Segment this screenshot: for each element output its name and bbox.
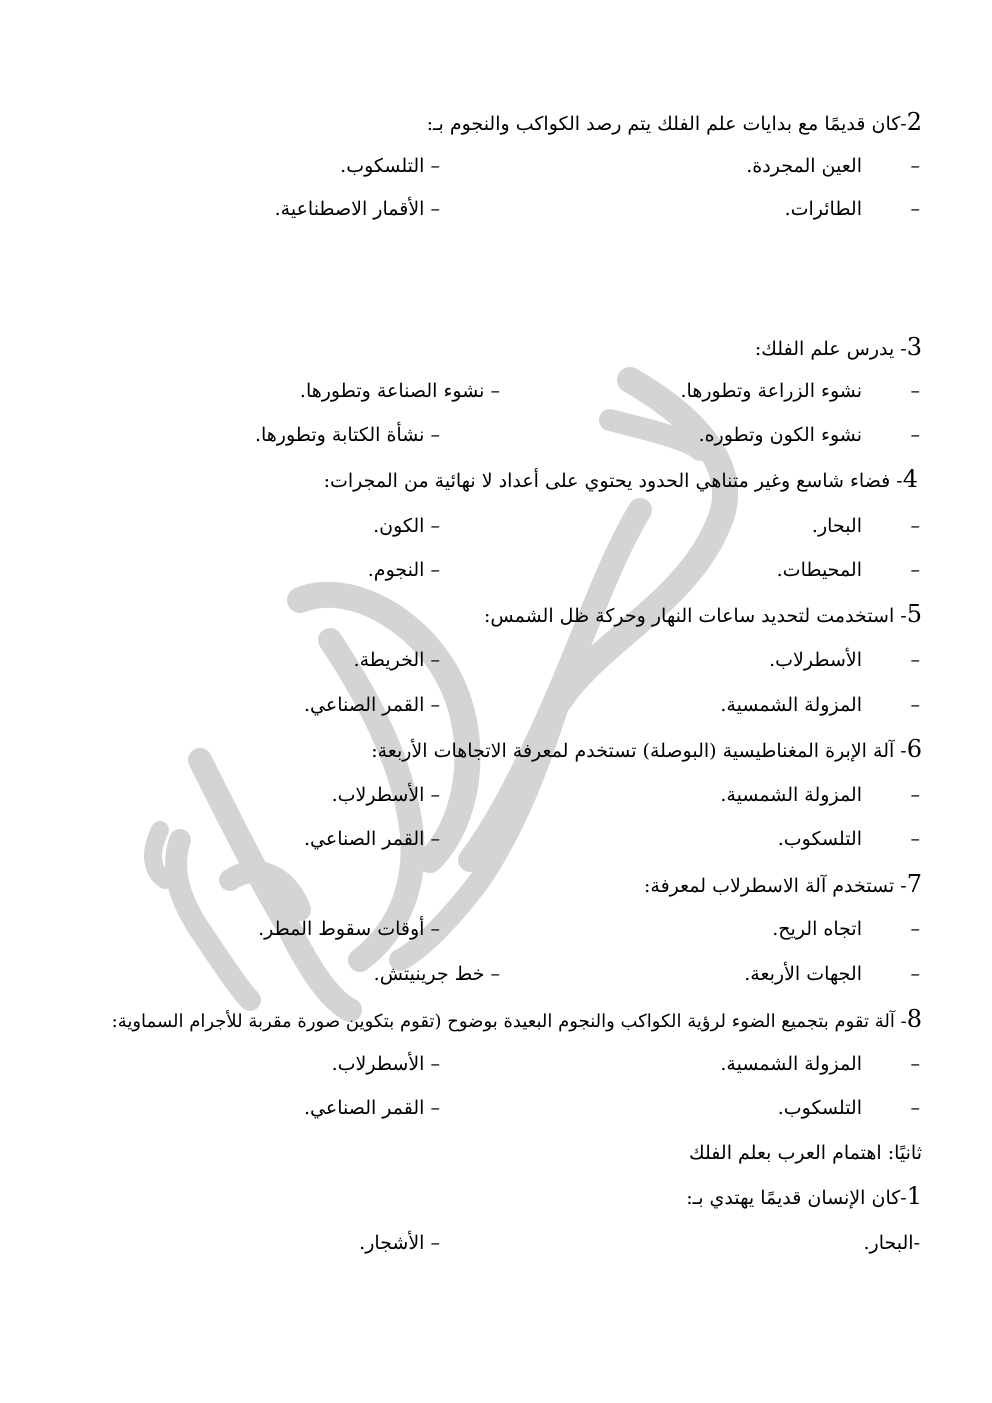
- option: نشوء الكون وتطوره.: [698, 424, 862, 446]
- option: – التلسكوب.: [340, 155, 440, 177]
- option: المزولة الشمسية.: [720, 694, 862, 716]
- section-heading: ثانيًا: اهتمام العرب بعلم الفلك: [689, 1142, 922, 1164]
- option: – نشأة الكتابة وتطورها.: [254, 424, 440, 446]
- option-dash: –: [910, 1097, 920, 1119]
- question-8: [112, 1005, 922, 1033]
- question-5: [484, 600, 922, 628]
- option-dash: –: [910, 963, 920, 985]
- question-text: - استخدمت لتحديد ساعات النهار وحركة ظل الشمس:: [483, 605, 907, 627]
- option: – القمر الصناعي.: [303, 828, 440, 850]
- option: البحار.: [811, 515, 862, 537]
- question-number: 6: [906, 735, 922, 763]
- option: الجهات الأربعة.: [744, 963, 862, 985]
- question-text: - آلة تقوم بتجميع الضوء لرؤية الكواكب والنجوم البعيدة بوضوح (تقوم بتكوين صورة مقربة للأجرام السماوية:: [111, 1011, 907, 1032]
- option-dash: –: [910, 380, 920, 402]
- option: المزولة الشمسية.: [720, 784, 862, 806]
- question-number: 8: [906, 1005, 922, 1033]
- question-6: [371, 735, 922, 763]
- question-3: [755, 333, 922, 361]
- option: التلسكوب.: [777, 1097, 862, 1119]
- option: – الأشجار.: [359, 1232, 440, 1254]
- question-number: 3: [906, 333, 922, 361]
- option: – نشوء الصناعة وتطورها.: [299, 380, 500, 402]
- option-dash: –: [910, 1053, 920, 1075]
- option-dash: –: [910, 559, 920, 581]
- question-number: 7: [906, 870, 922, 898]
- question-4: [324, 465, 918, 493]
- option-dash: –: [910, 155, 920, 177]
- question-text: - فضاء شاسع وغير متناهي الحدود يحتوي على أعداد لا نهائية من المجرات:: [323, 470, 903, 492]
- option: اتجاه الريح.: [772, 918, 862, 940]
- option-dash: –: [910, 515, 920, 537]
- option-dash: –: [910, 649, 920, 671]
- question-number: 1: [906, 1182, 922, 1210]
- question-number: 4: [902, 465, 918, 493]
- option: المزولة الشمسية.: [720, 1053, 862, 1075]
- question-text: - تستخدم آلة الاسطرلاب لمعرفة:: [643, 875, 907, 897]
- option: – الكون.: [373, 515, 440, 537]
- option: المحيطات.: [776, 559, 862, 581]
- option: – الأقمار الاصطناعية.: [274, 198, 440, 220]
- question-2: [427, 108, 922, 136]
- option: الأسطرلاب.: [769, 649, 862, 671]
- option: – الأسطرلاب.: [331, 1053, 440, 1075]
- option: – النجوم.: [367, 559, 440, 581]
- option: نشوء الزراعة وتطورها.: [680, 380, 862, 402]
- option: – القمر الصناعي.: [303, 694, 440, 716]
- option-dash: –: [910, 784, 920, 806]
- question-text: -كان قديمًا مع بدايات علم الفلك يتم رصد الكواكب والنجوم بـ:: [426, 113, 907, 135]
- option-dash: –: [910, 424, 920, 446]
- question-text: - آلة الإبرة المغناطيسية (البوصلة) تستخدم لمعرفة الاتجاهات الأربعة:: [371, 740, 907, 762]
- question-7: [644, 870, 922, 898]
- option: -البحار.: [863, 1232, 920, 1254]
- question-number: 5: [906, 600, 922, 628]
- option: الطائرات.: [784, 198, 862, 220]
- section2-question-1: [686, 1182, 922, 1210]
- option-dash: –: [910, 918, 920, 940]
- question-number: 2: [906, 108, 922, 136]
- option: – الأسطرلاب.: [331, 784, 440, 806]
- option-dash: –: [910, 828, 920, 850]
- option: – الخريطة.: [353, 649, 440, 671]
- question-text: -كان الإنسان قديمًا يهتدي بـ:: [686, 1187, 907, 1209]
- question-text: - يدرس علم الفلك:: [754, 338, 907, 360]
- option: العين المجردة.: [746, 155, 862, 177]
- option: – أوقات سقوط المطر.: [258, 918, 440, 940]
- option: التلسكوب.: [777, 828, 862, 850]
- option: – القمر الصناعي.: [303, 1097, 440, 1119]
- option: – خط جرينيتش.: [373, 963, 500, 985]
- option-dash: –: [910, 694, 920, 716]
- option-dash: –: [910, 198, 920, 220]
